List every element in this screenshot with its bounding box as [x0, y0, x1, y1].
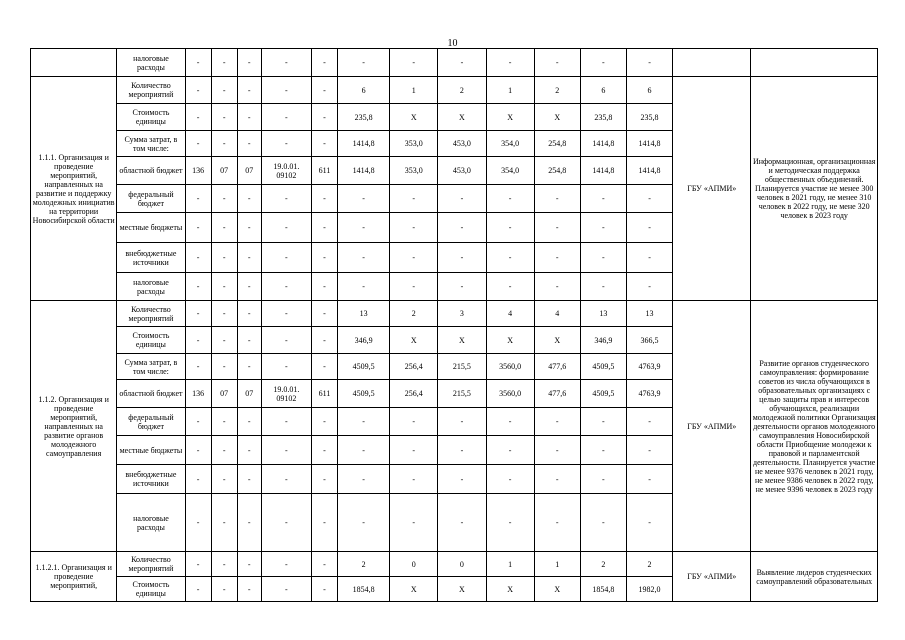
continuation-row: налоговые расходы - - - - - - - - - - - - — [31, 49, 878, 77]
executor-cell — [673, 49, 751, 77]
table-row: внебюджетные источники - - - - - - - - - - - - — [31, 465, 878, 494]
result-1-1-2: Развитие органов студенческого самоуправления: формирование советов из числа обучающихся в образовательных организациях с целью защиты прав и интересов обучающихся, реализации молодежной политики Организация деятельности органов молодежного самоуправления Новосибирской области Приобщение молодежи к правовой и парламентской деятельности. Планируется участие не менее 9376 человек в 2021 году, не менее 9386 человек в 2022 году, не менее 9396 человек в 2023 году — [751, 301, 878, 552]
name-cell — [31, 49, 117, 77]
table-row: Сумма затрат, в том числе: - - - - - 4509,5 256,4 215,5 3560,0 477,6 4509,5 4763,9 — [31, 354, 878, 380]
table-row: Стоимость единицы - - - - - 235,8 X X X X 235,8 235,8 — [31, 104, 878, 131]
table-row: Стоимость единицы - - - - - 346,9 X X X X 346,9 366,5 — [31, 327, 878, 354]
page-number: 10 — [447, 38, 458, 49]
table-row: местные бюджеты - - - - - - - - - - - - — [31, 436, 878, 465]
table-row: 1.1.2. Организация и проведение мероприятий, направленных на развитие органов молодежного самоуправления Количество мероприятий - - - - - 13 2 3 4 4 13 13 ГБУ «АПМИ» Развитие органов студенческого самоуправления: формирование советов из числа обучающихся в образовательных организациях с целью защиты прав и интересов обучающихся, реализации молодежной политики Организация деятельности органов молодежного самоуправления Новосибирской области Приобщение молодежи к правовой и парламентской деятельности. Планируется участие не менее 9376 человек в 2021 году, не менее 9386 человек в 2022 году, не менее 9396 человек в 2023 году — [31, 301, 878, 327]
table-row: местные бюджеты - - - - - - - - - - - - — [31, 213, 878, 243]
program-table — [30, 48, 878, 602]
executor-1-1-2-1: ГБУ «АПМИ» — [673, 552, 751, 602]
table-row: Сумма затрат, в том числе: - - - - - 1414,8 353,0 453,0 354,0 254,8 1414,8 1414,8 — [31, 131, 878, 157]
table-row: федеральный бюджет - - - - - - - - - - - - — [31, 408, 878, 436]
executor-1-1-1: ГБУ «АПМИ» — [673, 77, 751, 301]
table-row: внебюджетные источники - - - - - - - - - - - - — [31, 243, 878, 273]
table-row: областной бюджет 136 07 07 19.0.01. 09102 611 1414,8 353,0 453,0 354,0 254,8 1414,8 1414,8 — [31, 157, 878, 185]
result-1-1-1: Информационная, организационная и методическая поддержка общественных объединений. Планируется участие не менее 300 человек в 2021 году, не менее 310 человек в 2022 году, не мене 320 человек в 2023 году — [751, 77, 878, 301]
table-row: налоговые расходы - - - - - - - - - - - - — [31, 273, 878, 301]
activity-name-1-1-2-1: 1.1.2.1. Организация и проведение мероприятий, — [31, 552, 117, 602]
table-row: областной бюджет 136 07 07 19.0.01. 09102 611 4509,5 256,4 215,5 3560,0 477,6 4509,5 4763,9 — [31, 380, 878, 408]
result-cell — [751, 49, 878, 77]
table-row: налоговые расходы - - - - - - - - - - - - — [31, 494, 878, 552]
activity-name-1-1-2: 1.1.2. Организация и проведение мероприятий, направленных на развитие органов молодежного самоуправления — [31, 301, 117, 552]
table-row: 1.1.1. Организация и проведение мероприятий, направленных на развитие и поддержку молодежных инициатив на территории Новосибирской области Количество мероприятий - - - - - 6 1 2 1 2 6 6 ГБУ «АПМИ» Информационная, организационная и методическая поддержка общественных объединений. Планируется участие не менее 300 человек в 2021 году, не менее 310 человек в 2022 году, не мене 320 человек в 2023 году — [31, 77, 878, 104]
table-row: 1.1.2.1. Организация и проведение мероприятий, Количество мероприятий - - - - - 2 0 0 1 1 2 2 ГБУ «АПМИ» Выявление лидеров студенческих самоуправлений образовательных — [31, 552, 878, 577]
table-row: Стоимость единицы - - - - - 1854,8 X X X X 1854,8 1982,0 — [31, 577, 878, 602]
activity-name-1-1-1: 1.1.1. Организация и проведение мероприятий, направленных на развитие и поддержку молодежных инициатив на территории Новосибирской области — [31, 77, 117, 301]
executor-1-1-2: ГБУ «АПМИ» — [673, 301, 751, 552]
indicator-label: налоговые расходы — [117, 49, 185, 77]
table-row: федеральный бюджет - - - - - - - - - - - - — [31, 185, 878, 213]
result-1-1-2-1: Выявление лидеров студенческих самоуправлений образовательных — [751, 552, 878, 602]
